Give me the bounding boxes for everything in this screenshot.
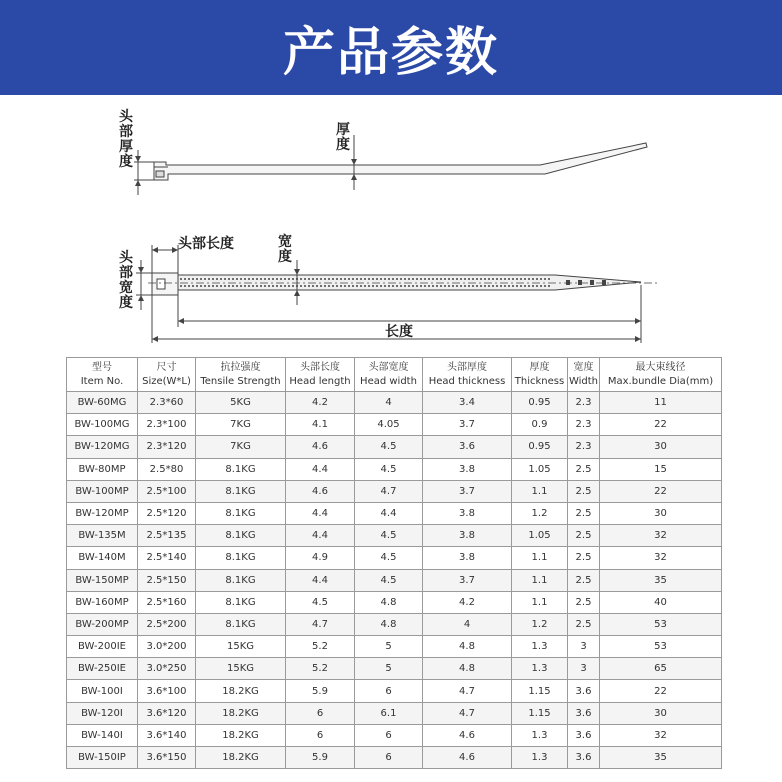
cell-size: 3.0*200: [138, 636, 196, 658]
cell-head-thickness: 4: [423, 613, 512, 635]
table-row: [67, 480, 722, 502]
cable-tie-diagram: [0, 95, 782, 357]
cell-head-width: 4.5: [355, 525, 423, 547]
cell-head-length: 4.6: [286, 436, 355, 458]
cell-size: 3.6*150: [138, 747, 196, 769]
cell-head-width: 4.5: [355, 569, 423, 591]
cell-thickness: 1.15: [512, 680, 568, 702]
cell-item-no: BW-80MP: [67, 458, 138, 480]
cell-head-width: 6: [355, 747, 423, 769]
cell-tensile-strength: 8.1KG: [196, 569, 286, 591]
cell-item-no: BW-120I: [67, 702, 138, 724]
cell-item-no: BW-100MG: [67, 414, 138, 436]
cell-item-no: BW-120MG: [67, 436, 138, 458]
cell-thickness: 1.3: [512, 747, 568, 769]
cell-width: 3: [568, 636, 600, 658]
cell-head-length: 4.5: [286, 591, 355, 613]
cell-width: 3.6: [568, 724, 600, 746]
header-tensile-strength: 抗拉强度 Tensile Strength: [196, 358, 286, 392]
cell-head-width: 5: [355, 636, 423, 658]
cell-head-thickness: 4.7: [423, 702, 512, 724]
cell-max-bundle-dia: 15: [600, 458, 722, 480]
cell-head-length: 4.2: [286, 392, 355, 414]
cell-width: 2.5: [568, 502, 600, 524]
cell-item-no: BW-100I: [67, 680, 138, 702]
cell-size: 2.5*120: [138, 502, 196, 524]
cell-tensile-strength: 7KG: [196, 414, 286, 436]
table-row: [67, 502, 722, 524]
cell-head-width: 4.5: [355, 458, 423, 480]
cell-item-no: BW-140M: [67, 547, 138, 569]
cell-item-no: BW-200IE: [67, 636, 138, 658]
header-head-thickness: 头部厚度 Head thickness: [423, 358, 512, 392]
header-width: 宽度 Width: [568, 358, 600, 392]
table-row: [67, 724, 722, 746]
cell-head-width: 4.5: [355, 547, 423, 569]
table-row: [67, 392, 722, 414]
cell-head-width: 4.7: [355, 480, 423, 502]
cell-max-bundle-dia: 11: [600, 392, 722, 414]
cell-tensile-strength: 8.1KG: [196, 547, 286, 569]
cell-thickness: 1.1: [512, 569, 568, 591]
thickness-label: 厚度: [336, 122, 350, 153]
cell-tensile-strength: 7KG: [196, 436, 286, 458]
cell-head-thickness: 3.4: [423, 392, 512, 414]
cell-head-width: 4.05: [355, 414, 423, 436]
cell-tensile-strength: 5KG: [196, 392, 286, 414]
cell-width: 3: [568, 658, 600, 680]
header-banner: [0, 0, 782, 95]
table-row: [67, 436, 722, 458]
cell-width: 2.5: [568, 613, 600, 635]
cell-item-no: BW-200MP: [67, 613, 138, 635]
cell-head-length: 5.9: [286, 747, 355, 769]
header-size: 尺寸 Size(W*L): [138, 358, 196, 392]
cell-head-thickness: 3.7: [423, 569, 512, 591]
header-max-bundle-dia: 最大束线径 Max.bundle Dia(mm): [600, 358, 722, 392]
table-row: [67, 591, 722, 613]
cell-head-width: 5: [355, 658, 423, 680]
cell-head-thickness: 3.8: [423, 458, 512, 480]
cell-size: 2.3*60: [138, 392, 196, 414]
cell-width: 2.5: [568, 458, 600, 480]
cell-max-bundle-dia: 30: [600, 702, 722, 724]
cell-thickness: 1.3: [512, 724, 568, 746]
cell-max-bundle-dia: 22: [600, 414, 722, 436]
cell-tensile-strength: 18.2KG: [196, 747, 286, 769]
cell-item-no: BW-150MP: [67, 569, 138, 591]
width-label: 宽度: [278, 234, 292, 265]
cell-thickness: 0.9: [512, 414, 568, 436]
header-item-no: 型号 Item No.: [67, 358, 138, 392]
cell-size: 2.3*120: [138, 436, 196, 458]
cell-size: 2.5*135: [138, 525, 196, 547]
cell-head-thickness: 4.8: [423, 658, 512, 680]
cell-head-length: 4.4: [286, 458, 355, 480]
table-row: [67, 636, 722, 658]
cell-size: 2.5*160: [138, 591, 196, 613]
cell-head-thickness: 3.6: [423, 436, 512, 458]
cell-thickness: 1.1: [512, 480, 568, 502]
table-body: [67, 392, 722, 769]
cell-tensile-strength: 8.1KG: [196, 525, 286, 547]
cell-width: 3.6: [568, 680, 600, 702]
cell-thickness: 1.05: [512, 525, 568, 547]
cell-width: 2.5: [568, 569, 600, 591]
cell-max-bundle-dia: 40: [600, 591, 722, 613]
cell-width: 2.5: [568, 525, 600, 547]
cell-size: 3.0*250: [138, 658, 196, 680]
cell-max-bundle-dia: 53: [600, 636, 722, 658]
cell-head-width: 4.8: [355, 613, 423, 635]
cell-size: 2.5*200: [138, 613, 196, 635]
cell-head-length: 6: [286, 724, 355, 746]
cell-max-bundle-dia: 30: [600, 436, 722, 458]
cell-size: 3.6*100: [138, 680, 196, 702]
cell-tensile-strength: 8.1KG: [196, 591, 286, 613]
table-row: [67, 525, 722, 547]
cell-head-width: 4.4: [355, 502, 423, 524]
cell-max-bundle-dia: 22: [600, 680, 722, 702]
cell-tensile-strength: 8.1KG: [196, 458, 286, 480]
cell-head-length: 4.7: [286, 613, 355, 635]
cell-head-thickness: 4.2: [423, 591, 512, 613]
cell-head-length: 5.9: [286, 680, 355, 702]
cell-thickness: 1.2: [512, 502, 568, 524]
cell-width: 3.6: [568, 747, 600, 769]
cell-head-thickness: 3.7: [423, 414, 512, 436]
cell-tensile-strength: 15KG: [196, 658, 286, 680]
cell-width: 2.5: [568, 591, 600, 613]
table-row: [67, 569, 722, 591]
cell-size: 3.6*140: [138, 724, 196, 746]
cell-max-bundle-dia: 65: [600, 658, 722, 680]
cell-head-length: 6: [286, 702, 355, 724]
cell-width: 2.3: [568, 414, 600, 436]
cell-head-width: 4: [355, 392, 423, 414]
cell-head-length: 4.6: [286, 480, 355, 502]
cell-tensile-strength: 8.1KG: [196, 613, 286, 635]
table-row: [67, 680, 722, 702]
cell-tensile-strength: 8.1KG: [196, 480, 286, 502]
header-thickness: 厚度 Thickness: [512, 358, 568, 392]
cell-width: 2.5: [568, 547, 600, 569]
head-length-label: 头部长度: [178, 236, 234, 252]
cell-item-no: BW-140I: [67, 724, 138, 746]
cell-thickness: 0.95: [512, 436, 568, 458]
cell-head-thickness: 3.8: [423, 502, 512, 524]
length-label: 长度: [385, 324, 413, 340]
cell-head-length: 5.2: [286, 636, 355, 658]
cell-head-width: 4.8: [355, 591, 423, 613]
cell-head-width: 4.5: [355, 436, 423, 458]
cell-thickness: 1.3: [512, 658, 568, 680]
table-row: [67, 702, 722, 724]
spec-table: [66, 357, 722, 769]
cell-head-length: 4.9: [286, 547, 355, 569]
cell-thickness: 0.95: [512, 392, 568, 414]
table-header-row: [67, 358, 722, 392]
table-row: [67, 414, 722, 436]
cell-size: 2.3*100: [138, 414, 196, 436]
cell-size: 2.5*100: [138, 480, 196, 502]
cell-max-bundle-dia: 30: [600, 502, 722, 524]
cell-head-width: 6: [355, 680, 423, 702]
cell-width: 2.5: [568, 480, 600, 502]
table-row: [67, 747, 722, 769]
cell-max-bundle-dia: 22: [600, 480, 722, 502]
cell-tensile-strength: 18.2KG: [196, 724, 286, 746]
cell-head-width: 6.1: [355, 702, 423, 724]
cell-tensile-strength: 15KG: [196, 636, 286, 658]
cell-head-thickness: 4.6: [423, 724, 512, 746]
cell-item-no: BW-250IE: [67, 658, 138, 680]
cell-max-bundle-dia: 35: [600, 569, 722, 591]
cell-item-no: BW-135M: [67, 525, 138, 547]
cell-head-thickness: 4.8: [423, 636, 512, 658]
page-title: 产品参数: [282, 23, 499, 83]
cell-thickness: 1.1: [512, 591, 568, 613]
cell-head-length: 4.4: [286, 569, 355, 591]
cell-head-length: 4.4: [286, 525, 355, 547]
cell-item-no: BW-60MG: [67, 392, 138, 414]
cell-max-bundle-dia: 32: [600, 525, 722, 547]
cell-head-width: 6: [355, 724, 423, 746]
cell-size: 2.5*140: [138, 547, 196, 569]
cell-thickness: 1.15: [512, 702, 568, 724]
table-row: [67, 547, 722, 569]
cell-size: 3.6*120: [138, 702, 196, 724]
cell-head-thickness: 3.8: [423, 525, 512, 547]
cell-thickness: 1.2: [512, 613, 568, 635]
cell-head-length: 4.1: [286, 414, 355, 436]
head-thickness-label: 头部厚度: [119, 109, 133, 170]
table-row: [67, 658, 722, 680]
cell-thickness: 1.3: [512, 636, 568, 658]
cell-width: 3.6: [568, 702, 600, 724]
cell-head-length: 5.2: [286, 658, 355, 680]
cell-tensile-strength: 8.1KG: [196, 502, 286, 524]
table-row: [67, 458, 722, 480]
cell-max-bundle-dia: 32: [600, 547, 722, 569]
cell-item-no: BW-160MP: [67, 591, 138, 613]
cell-max-bundle-dia: 32: [600, 724, 722, 746]
cell-thickness: 1.05: [512, 458, 568, 480]
spec-table-container: [66, 357, 721, 769]
header-head-length: 头部长度 Head length: [286, 358, 355, 392]
cell-tensile-strength: 18.2KG: [196, 702, 286, 724]
cell-width: 2.3: [568, 436, 600, 458]
cell-item-no: BW-120MP: [67, 502, 138, 524]
cell-item-no: BW-150IP: [67, 747, 138, 769]
cell-size: 2.5*150: [138, 569, 196, 591]
head-width-label: 头部宽度: [119, 250, 133, 311]
cell-max-bundle-dia: 35: [600, 747, 722, 769]
cell-thickness: 1.1: [512, 547, 568, 569]
header-head-width: 头部宽度 Head width: [355, 358, 423, 392]
cell-head-length: 4.4: [286, 502, 355, 524]
table-row: [67, 613, 722, 635]
cell-size: 2.5*80: [138, 458, 196, 480]
cell-item-no: BW-100MP: [67, 480, 138, 502]
cell-head-thickness: 3.8: [423, 547, 512, 569]
cell-head-thickness: 4.7: [423, 680, 512, 702]
cell-head-thickness: 4.6: [423, 747, 512, 769]
cell-head-thickness: 3.7: [423, 480, 512, 502]
cell-width: 2.3: [568, 392, 600, 414]
cell-max-bundle-dia: 53: [600, 613, 722, 635]
cell-tensile-strength: 18.2KG: [196, 680, 286, 702]
